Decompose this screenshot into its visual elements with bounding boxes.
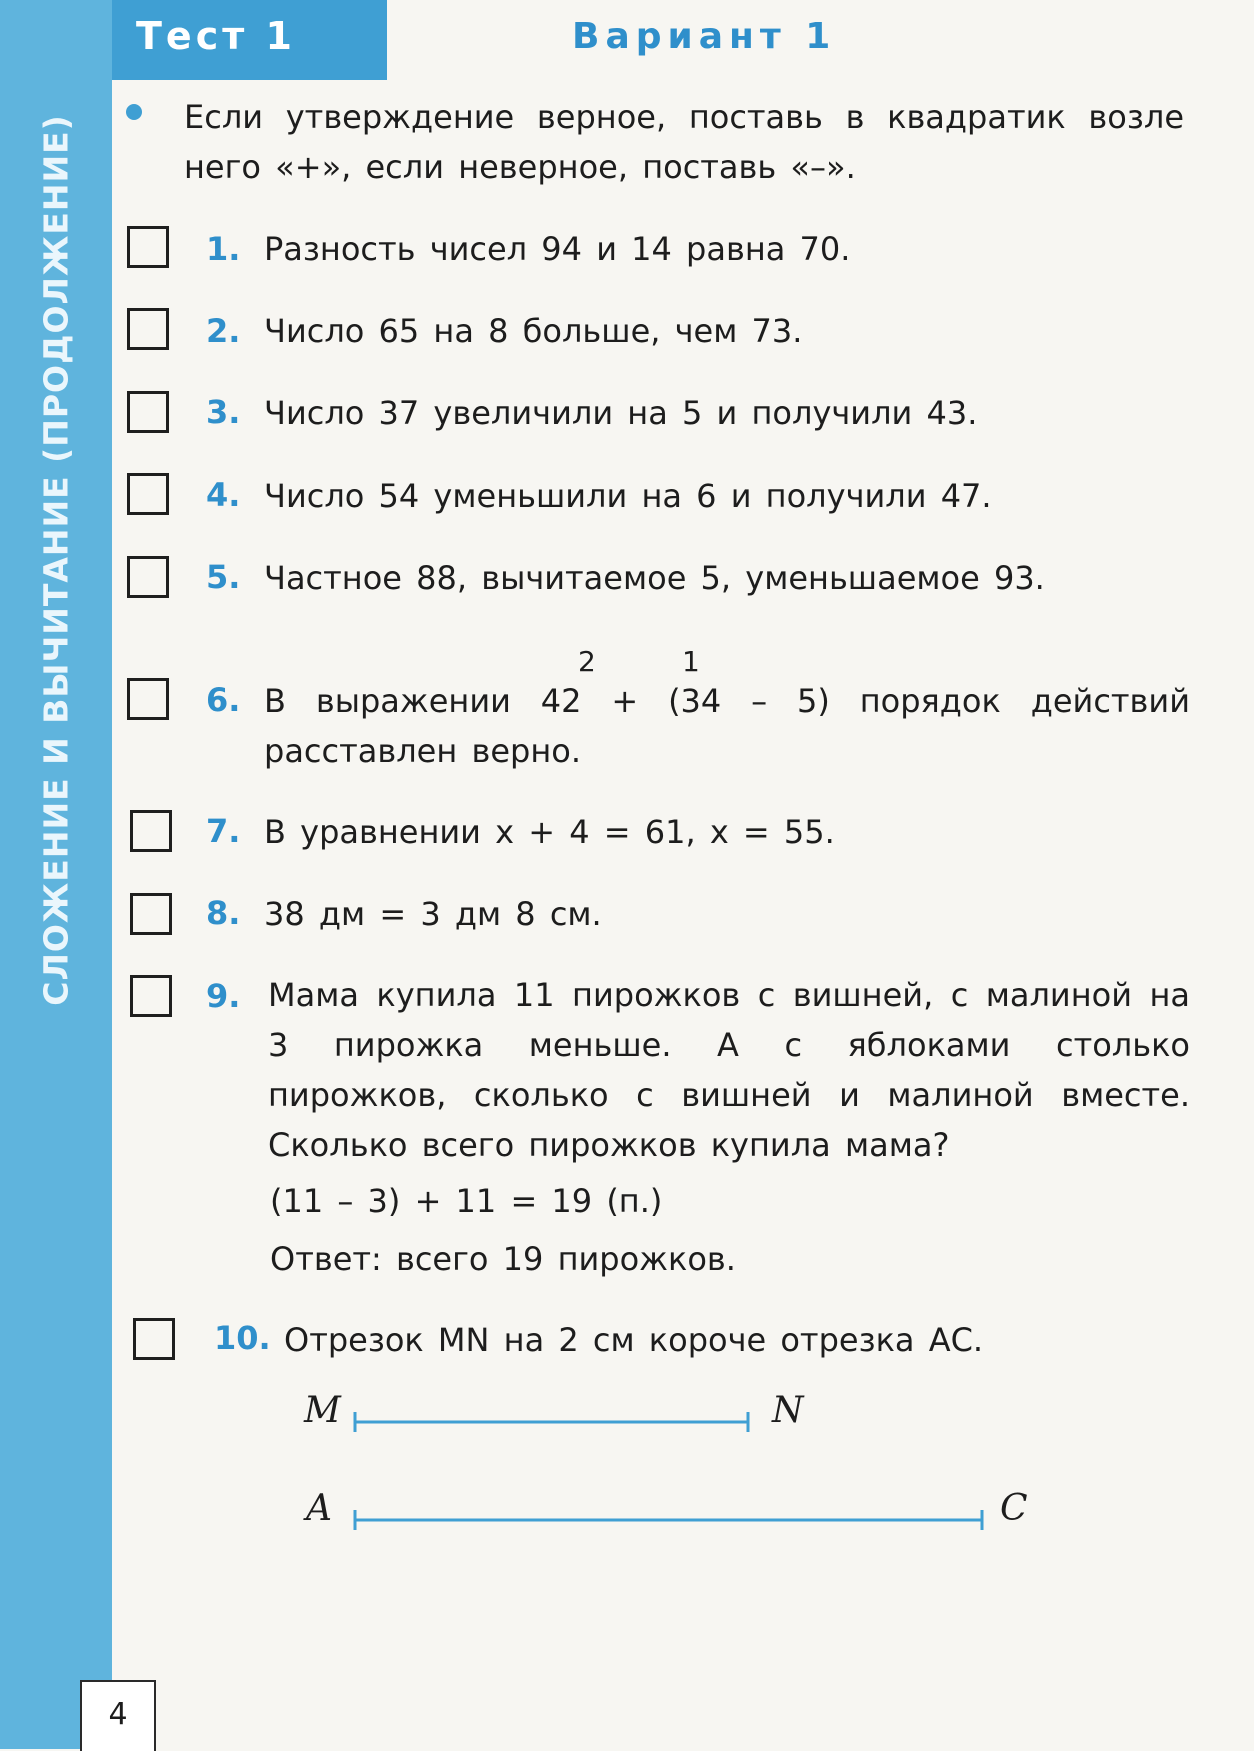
order-mark-2: 2: [578, 645, 596, 678]
question-text-8: 38 дм = 3 дм 8 см.: [264, 895, 602, 933]
question-number-4: 4.: [206, 476, 241, 514]
answer-checkbox-9[interactable]: [130, 975, 172, 1017]
order-mark-1: 1: [682, 645, 700, 678]
answer-checkbox-10[interactable]: [133, 1318, 175, 1360]
segment-ac: [350, 1508, 990, 1532]
section-title: СЛОЖЕНИЕ И ВЫЧИТАНИЕ (ПРОДОЛЖЕНИЕ): [36, 114, 76, 1006]
question-text-6: В выражении 42 + (34 – 5) порядок действий расставлен верно.: [264, 682, 1190, 770]
question-number-1: 1.: [206, 230, 241, 268]
point-n-label: N: [772, 1390, 804, 1431]
question-number-8: 8.: [206, 894, 241, 932]
question-number-2: 2.: [206, 312, 241, 350]
answer-line: Ответ: всего 19 пирожков.: [270, 1240, 736, 1278]
question-number-9: 9.: [206, 977, 241, 1015]
question-number-5: 5.: [206, 558, 241, 596]
solution-line: (11 – 3) + 11 = 19 (п.): [270, 1182, 663, 1220]
question-number-7: 7.: [206, 812, 241, 850]
answer-checkbox-1[interactable]: [127, 226, 169, 268]
page-number: 4: [80, 1680, 156, 1751]
answer-checkbox-8[interactable]: [130, 893, 172, 935]
answer-checkbox-4[interactable]: [127, 473, 169, 515]
side-strip: [0, 0, 112, 1749]
variant-label: Вариант 1: [572, 16, 837, 57]
question-number-6: 6.: [206, 681, 241, 719]
answer-checkbox-6[interactable]: [127, 678, 169, 720]
point-a-label: A: [306, 1488, 332, 1529]
answer-checkbox-2[interactable]: [127, 308, 169, 350]
point-m-label: M: [304, 1390, 341, 1431]
answer-checkbox-7[interactable]: [130, 810, 172, 852]
test-label-tab: [112, 0, 387, 80]
segment-mn: [350, 1410, 756, 1434]
question-text-9: Мама купила 11 пирожков с вишней, с малиной на 3 пирожка меньше. А с яблоками столько пирожков, сколько с вишней и малиной вместе. Сколько всего пирожков купила мама?: [268, 976, 1190, 1164]
question-number-3: 3.: [206, 393, 241, 431]
question-text-2: Число 65 на 8 больше, чем 73.: [264, 312, 803, 350]
question-text-10: Отрезок MN на 2 см короче отрезка АС.: [284, 1321, 984, 1359]
question-number-10: 10.: [214, 1319, 271, 1357]
bullet-icon: [126, 104, 142, 120]
test-label: Тест 1: [136, 14, 296, 58]
question-text-4: Число 54 уменьшили на 6 и получили 47.: [264, 477, 992, 515]
question-text-1: Разность чисел 94 и 14 равна 70.: [264, 230, 851, 268]
question-text-7: В уравнении x + 4 = 61, x = 55.: [264, 813, 835, 851]
answer-checkbox-3[interactable]: [127, 391, 169, 433]
question-text-5: Частное 88, вычитаемое 5, уменьшаемое 93.: [264, 559, 1045, 597]
instructions: Если утверждение верное, поставь в квадратик возле него «+», если неверное, поставь «–».: [184, 98, 1184, 186]
point-c-label: C: [1000, 1488, 1028, 1529]
question-text-3: Число 37 увеличили на 5 и получили 43.: [264, 394, 978, 432]
answer-checkbox-5[interactable]: [127, 556, 169, 598]
